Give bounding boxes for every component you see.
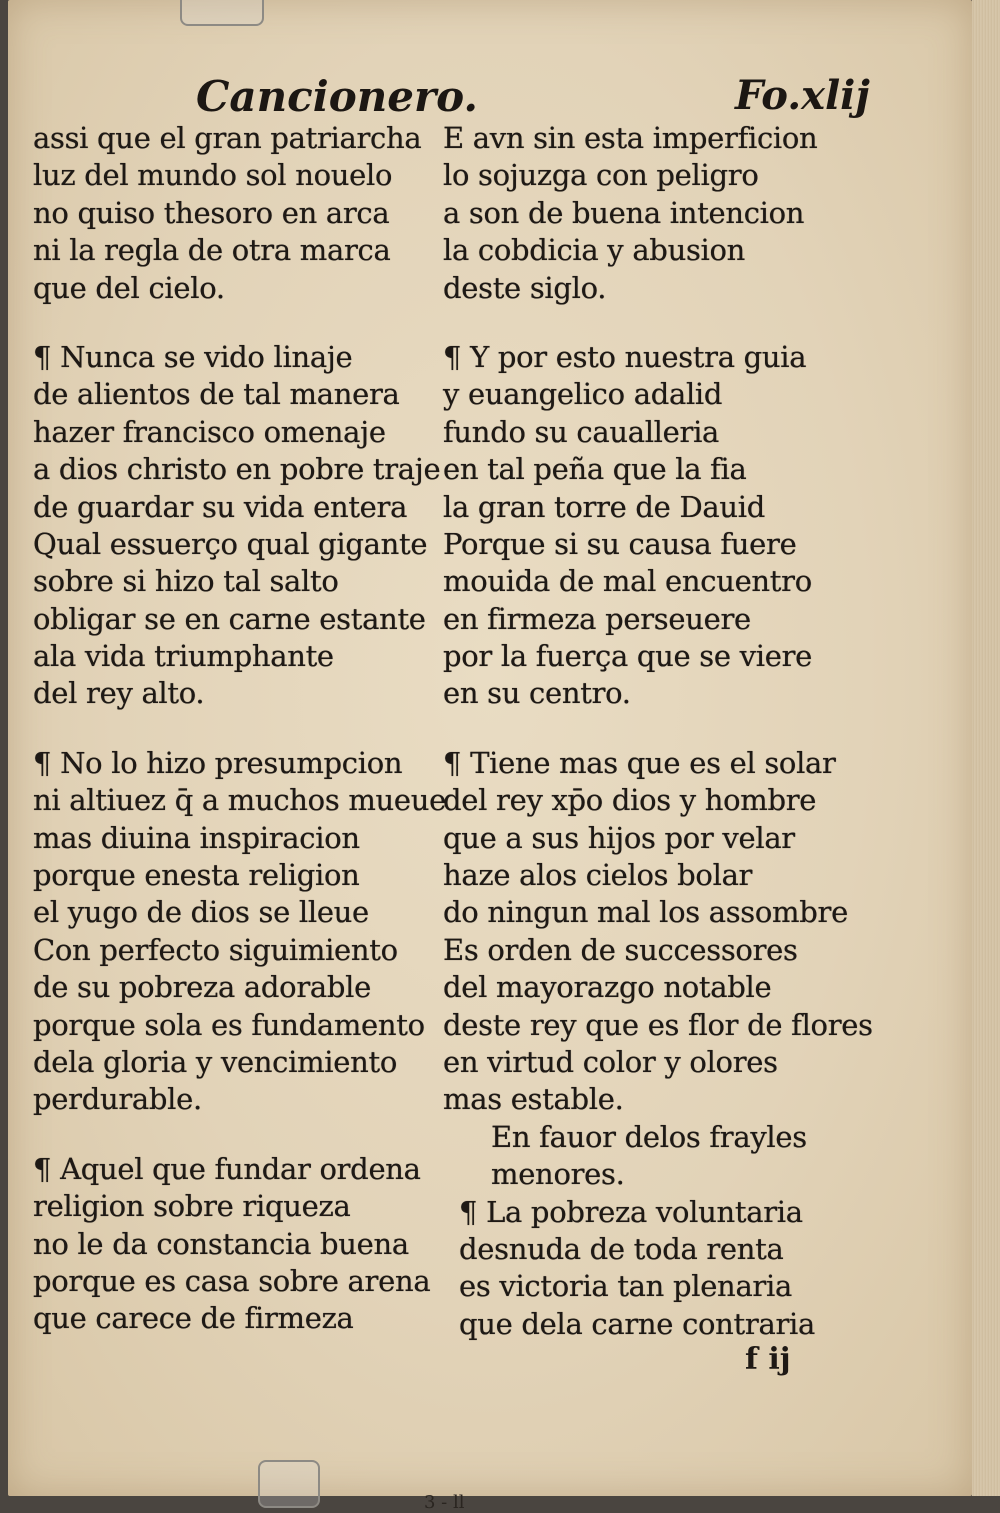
verse-line: Con perfecto siguimiento: [33, 932, 398, 967]
verse-line: la gran torre de Dauid: [443, 489, 766, 524]
verse-line: de su pobreza adorable: [33, 970, 371, 1005]
bottom-pencil-mark: 3 - ll: [424, 1492, 465, 1513]
verse-line: del mayorazgo notable: [443, 970, 772, 1005]
verse-line: ¶ No lo hizo presumpcion: [33, 745, 403, 780]
verse-line: ¶ Aquel que fundar ordena: [33, 1151, 421, 1186]
verse-line: porque enesta religion: [33, 858, 360, 893]
stanza: [33, 120, 433, 307]
stanza: [33, 339, 441, 713]
left-column: [33, 120, 447, 1338]
verse-line: luz del mundo sol nouelo: [33, 158, 393, 193]
verse-line: ¶ La pobreza voluntaria: [459, 1194, 803, 1229]
verse-line: que dela carne contraria: [459, 1306, 815, 1341]
right-column: [443, 120, 873, 1343]
verse-line: desnuda de toda renta: [459, 1231, 784, 1266]
verse-line: Qual essuerço qual gigante: [33, 526, 428, 561]
verse-line: a dios christo en pobre traje: [33, 452, 441, 487]
verse-line: ¶ Nunca se vido linaje: [33, 339, 353, 374]
verse-line: en su centro.: [443, 676, 631, 711]
verse-line: y euangelico adalid: [443, 377, 723, 412]
stanza: [443, 745, 873, 1119]
verse-line: hazer francisco omenaje: [33, 414, 386, 449]
verse-line: en virtud color y olores: [443, 1044, 778, 1079]
verse-line: deste rey que es flor de flores: [443, 1007, 873, 1042]
verse-line: es victoria tan plenaria: [459, 1269, 792, 1304]
verse-line: de guardar su vida entera: [33, 489, 408, 524]
verse-line: que a sus hijos por velar: [443, 820, 795, 855]
verse-line: perdurable.: [33, 1082, 202, 1117]
verse-line: en tal peña que la fia: [443, 452, 747, 487]
verse-line: por la fuerça que se viere: [443, 639, 813, 674]
verse-line: sobre si hizo tal salto: [33, 564, 339, 599]
verse-line: mas diuina inspiracion: [33, 820, 360, 855]
verse-line: porque es casa sobre arena: [33, 1263, 431, 1298]
verse-line: que carece de firmeza: [33, 1301, 354, 1336]
verse-line: assi que el gran patriarcha: [33, 121, 422, 155]
verse-line: deste siglo.: [443, 270, 607, 305]
verse-line: dela gloria y vencimiento: [33, 1044, 398, 1079]
verse-line: a son de buena intencion: [443, 195, 805, 230]
verse-line: Es orden de successores: [443, 932, 798, 967]
section-heading: [443, 1119, 863, 1194]
verse-line: mas estable.: [443, 1082, 624, 1117]
verse-line: do ningun mal los assombre: [443, 895, 848, 930]
verse-line: ni altiuez q̄ a muchos mueue: [33, 783, 447, 818]
verse-line: la cobdicia y abusion: [443, 233, 746, 268]
stanza: [443, 120, 863, 307]
verse-line: lo sojuzga con peligro: [443, 158, 759, 193]
verse-line: ¶ Y por esto nuestra guia: [443, 339, 807, 374]
verse-line: ¶ Tiene mas que es el solar: [443, 745, 836, 780]
stanza: [443, 339, 863, 713]
verse-line: obligar se en carne estante: [33, 601, 426, 636]
heading-line: menores.: [491, 1157, 625, 1192]
verse-line: porque sola es fundamento: [33, 1007, 425, 1042]
verse-line: que del cielo.: [33, 270, 225, 305]
verse-line: religion sobre riqueza: [33, 1189, 351, 1224]
verse-line: Porque si su causa fuere: [443, 526, 797, 561]
page-clip-bottom: [258, 1460, 320, 1508]
verse-line: no quiso thesoro en arca: [33, 195, 390, 230]
verse-line: ala vida triumphante: [33, 639, 334, 674]
verse-line: del rey alto.: [33, 676, 205, 711]
verse-line: E avn sin esta imperficion: [443, 121, 818, 155]
folio-number: Fo.xlij: [735, 72, 870, 119]
verse-line: de alientos de tal manera: [33, 377, 400, 412]
verse-line: no le da constancia buena: [33, 1226, 409, 1261]
verse-line: en firmeza perseuere: [443, 601, 751, 636]
verse-line: ni la regla de otra marca: [33, 233, 391, 268]
verse-line: del rey xp̄o dios y hombre: [443, 783, 817, 818]
signature-mark: f ij: [745, 1342, 791, 1377]
stanza: [443, 1194, 863, 1344]
page-edges: [972, 0, 1000, 1496]
page-clip-top: [180, 0, 264, 26]
stanza: [33, 745, 447, 1119]
verse-line: mouida de mal encuentro: [443, 564, 812, 599]
verse-line: haze alos cielos bolar: [443, 858, 753, 893]
verse-line: fundo su caualleria: [443, 414, 720, 449]
heading-line: En fauor delos frayles: [491, 1119, 807, 1154]
page-header-title: Cancionero.: [196, 72, 479, 121]
verse-line: el yugo de dios se lleue: [33, 895, 369, 930]
stanza: [33, 1151, 433, 1338]
